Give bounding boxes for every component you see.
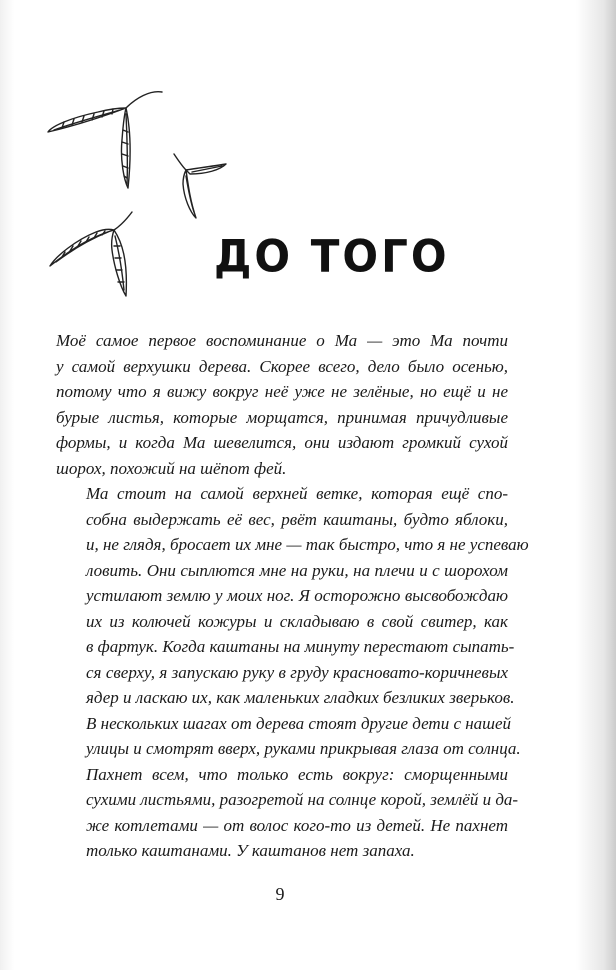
text-line: бурые листья, которые морщатся, принимая причудливые [56,407,508,427]
text-line: только каштанами. У каштанов нет запаха. [86,841,415,860]
paragraph [56,481,529,711]
text-line: ядер и ласкаю их, как маленьких гладких безликих зверьков. [86,688,515,707]
text-line: устилают землю у моих ног. Я осторожно высвобождаю [86,586,508,605]
text-line: В нескольких шагах от дерева стоят другие дети с нашей [86,713,512,733]
text-line: в фартук. Когда каштаны на минуту перестают сыпать- [86,637,515,656]
chapter-title: ДО ТОГО [214,230,450,283]
paragraph [56,762,519,864]
text-line: ловить. Они сыплются мне на руки, на плечи и с шорохом [86,560,508,580]
text-line: их из колючей кожуры и складываю в свой свитер, как [86,611,508,631]
text-line: ся сверху, я запускаю руку в груду красновато-коричневых [86,662,508,682]
text-line: Ма стоит на самой верхней ветке, которая ещё спо- [86,484,508,503]
text-line: сухими листьями, разогретой на солнце корой, землёй и да- [86,790,519,809]
page-edge-shadow [576,0,616,970]
text-line: формы, и когда Ма шевелится, они издают громкий сухой [56,433,508,452]
text-line: и, не глядя, бросает их мне — так быстро, что я не успеваю [86,535,529,554]
text-line: же котлетами — от волос кого-то из детей. Не пахнет [86,815,508,835]
text-line: Моё самое первое воспоминание о Ма — это Ма почти [56,331,508,350]
text-line: собна выдержать её вес, рвёт каштаны, будто яблоки, [86,509,508,529]
page-number: 9 [275,884,285,904]
text-line: у самой верхушки дерева. Скорее всего, дело было осенью, [56,356,508,376]
body-text [56,328,529,864]
page-gutter-shadow [0,0,14,970]
text-line: улицы и смотрят вверх, руками прикрывая глаза от солнца. [86,739,521,758]
paragraph [56,711,521,762]
paragraph [56,328,508,481]
text-line: Пахнет всем, что только есть вокруг: сморщенными [86,764,508,784]
text-line: шорох, похожий на шёпот фей. [56,458,287,478]
text-line: потому что я вижу вокруг неё уже не зелёные, но ещё и не [56,382,508,401]
